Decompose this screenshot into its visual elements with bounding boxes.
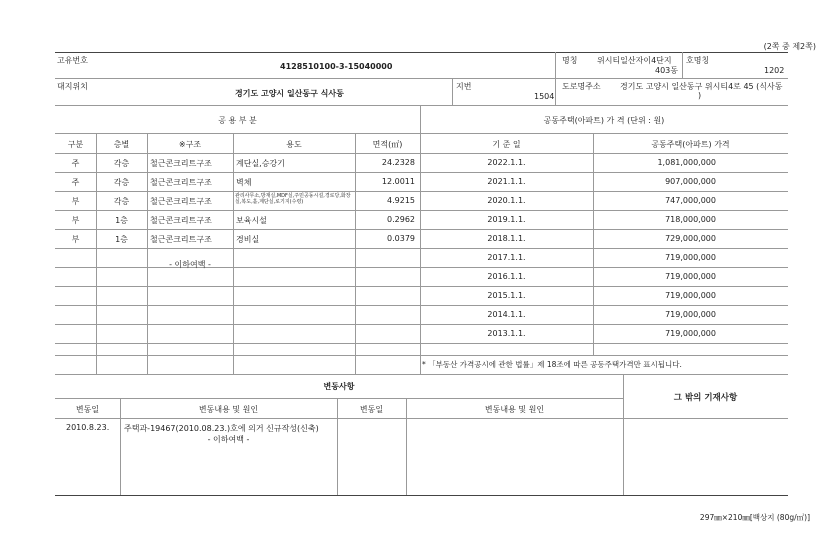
changes-title: 변동사항 <box>323 382 355 391</box>
row-divider <box>55 286 788 287</box>
changes-end-marker: - 이하여백 - <box>207 435 250 444</box>
common-row-floor: 각층 <box>113 159 130 168</box>
price-row-date: 2014.1.1. <box>487 310 526 319</box>
unit-label: 호명칭 <box>686 56 710 65</box>
row-divider <box>55 191 788 192</box>
header-bottom-rule <box>55 105 788 106</box>
price-row-date: 2016.1.1. <box>487 272 526 281</box>
col-header-structure: ※구조 <box>178 140 202 149</box>
col-header-area: 면적(㎡) <box>372 140 403 149</box>
col-divider-2 <box>147 133 148 374</box>
changes-col-date-2: 변동일 <box>359 405 384 414</box>
id-value: 4128510100-3-15040000 <box>280 62 393 71</box>
common-row-use: 관리사무소,방재실,MDF실,주민공동시설,경로당,화장실,복도,홀,계단실,로기지(수령) <box>235 193 351 205</box>
price-row-value: 729,000,000 <box>665 234 716 243</box>
common-row-type: 부 <box>71 235 80 244</box>
price-row-date: 2020.1.1. <box>487 196 526 205</box>
common-row-floor: 각층 <box>113 178 130 187</box>
price-note: * 「부동산 가격공시에 관한 법률」제 18조에 따른 공동주택가격만 표시됩니다. <box>422 360 682 369</box>
price-row-date: 2013.1.1. <box>487 329 526 338</box>
row-divider <box>55 324 788 325</box>
common-row-use: 경비실 <box>236 235 260 244</box>
common-row-structure: 철근콘크리트구조 <box>150 197 212 206</box>
common-row-type: 주 <box>71 159 80 168</box>
road-value-1: 경기도 고양시 일산동구 위시티4로 45 (식사동 <box>620 82 783 91</box>
common-row-structure: 철근콘크리트구조 <box>150 216 212 225</box>
changes-title-divider <box>55 398 623 399</box>
col-divider-1 <box>96 133 97 374</box>
page-indicator: (2쪽 중 제2쪽) <box>763 42 816 51</box>
price-row-value: 719,000,000 <box>665 272 716 281</box>
price-row-value: 718,000,000 <box>665 215 716 224</box>
common-row-area: 24.2328 <box>381 158 415 167</box>
common-row-type: 부 <box>71 197 80 206</box>
location-value: 경기도 고양시 일산동구 식사동 <box>235 89 344 98</box>
road-value-2: ) <box>698 91 702 100</box>
price-row-value: 719,000,000 <box>665 310 716 319</box>
row-divider <box>55 355 788 356</box>
price-row-date: 2021.1.1. <box>487 177 526 186</box>
common-row-area: 0.0379 <box>387 234 415 243</box>
road-label: 도로명주소 <box>562 82 601 91</box>
lot-value: 1504 <box>534 92 555 101</box>
paper-spec: 297㎜×210㎜[백상지 (80g/㎡)] <box>699 513 810 522</box>
changes-header-divider <box>55 418 788 419</box>
col-header-date: 기 준 일 <box>492 140 521 149</box>
common-row-floor: 1층 <box>115 216 128 225</box>
row-divider <box>55 305 788 306</box>
table-bottom-rule <box>55 374 788 375</box>
col-header-use: 용도 <box>286 140 302 149</box>
price-section-title: 공동주택(아파트) 가 격 (단위 : 원) <box>543 116 665 125</box>
price-row-value: 907,000,000 <box>665 177 716 186</box>
common-row-structure: 철근콘크리트구조 <box>150 178 212 187</box>
change-entry-date: 2010.8.23. <box>66 423 110 432</box>
col-divider-4 <box>355 133 356 374</box>
row-divider <box>55 210 788 211</box>
price-row-date: 2022.1.1. <box>487 158 526 167</box>
name-value-2: 403동 <box>655 66 678 75</box>
price-row-value: 747,000,000 <box>665 196 716 205</box>
col-header-price: 공동주택(아파트) 가격 <box>651 140 730 149</box>
price-row-date: 2017.1.1. <box>487 253 526 262</box>
lot-label: 지번 <box>456 82 472 91</box>
row-divider <box>55 172 788 173</box>
common-row-structure: 철근콘크리트구조 <box>150 159 212 168</box>
price-row-date: 2018.1.1. <box>487 234 526 243</box>
id-label: 고유번호 <box>57 56 88 65</box>
common-row-floor: 각층 <box>113 197 130 206</box>
header-divider-name <box>555 52 556 105</box>
common-row-structure: 철근콘크리트구조 <box>150 235 212 244</box>
col-divider-3 <box>233 133 234 374</box>
name-value-1: 위시티일산자이4단지 <box>597 56 672 65</box>
common-row-use: 계단실,승강기 <box>236 159 285 168</box>
name-label: 명칭 <box>562 56 578 65</box>
changes-bottom-rule <box>55 495 788 496</box>
header-divider-unit <box>682 52 683 78</box>
changes-col-date: 변동일 <box>75 405 100 414</box>
changes-col-content-2: 변동내용 및 원인 <box>484 405 545 414</box>
changes-col-content: 변동내용 및 원인 <box>198 405 259 414</box>
common-end-marker: - 이하여백 - <box>169 260 211 269</box>
table-header-divider <box>55 153 788 154</box>
col-header-floor: 층별 <box>113 140 130 149</box>
row-divider <box>55 343 788 344</box>
unit-value: 1202 <box>764 66 785 75</box>
common-row-type: 주 <box>71 178 80 187</box>
header-divider-lot <box>452 78 453 105</box>
price-row-value: 1,081,000,000 <box>657 158 716 167</box>
price-row-date: 2019.1.1. <box>487 215 526 224</box>
common-section-title: 공 용 부 분 <box>218 116 257 125</box>
price-row-date: 2015.1.1. <box>487 291 526 300</box>
table-title-divider <box>55 133 788 134</box>
common-row-area: 0.2962 <box>387 215 415 224</box>
row-divider <box>55 229 788 230</box>
common-row-use: 보육시설 <box>236 216 267 225</box>
common-row-type: 부 <box>71 216 80 225</box>
header-top-rule <box>55 52 788 53</box>
price-row-value: 719,000,000 <box>665 329 716 338</box>
price-row-value: 719,000,000 <box>665 291 716 300</box>
change-entry-content: 주택과-19467(2010.08.23.)호에 의거 신규작성(신축) <box>124 424 319 433</box>
other-notes-label: 그 밖의 기재사항 <box>673 393 738 403</box>
location-label: 대지위치 <box>57 82 88 91</box>
common-row-use: 벽체 <box>236 178 252 187</box>
common-row-floor: 1층 <box>115 235 128 244</box>
common-row-area: 12.0011 <box>381 177 415 186</box>
row-divider <box>55 248 788 249</box>
header-row-divider <box>55 78 788 79</box>
common-row-area: 4.9215 <box>387 196 415 205</box>
price-row-value: 719,000,000 <box>665 253 716 262</box>
col-header-type: 구분 <box>67 140 84 149</box>
